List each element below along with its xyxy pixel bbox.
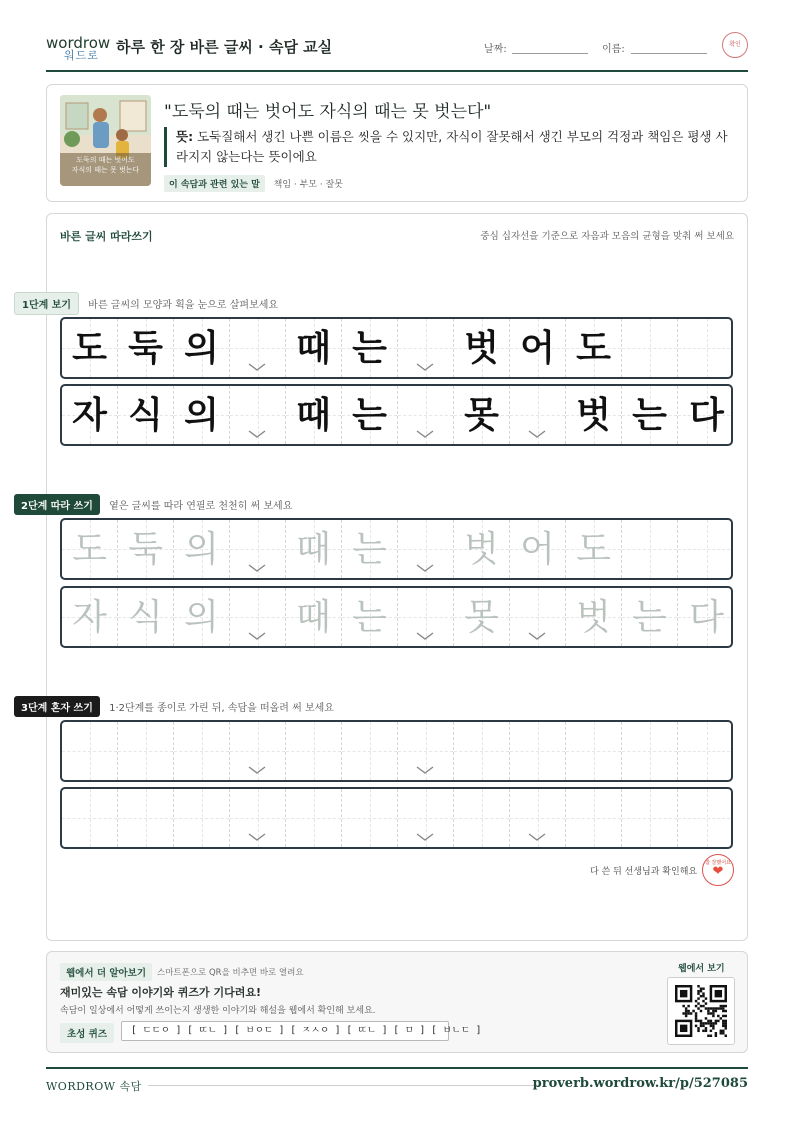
step-1-heading [14, 292, 278, 315]
grid-cell [118, 386, 174, 444]
grid-cell[interactable] [678, 722, 733, 780]
grid-cell[interactable] [174, 520, 230, 578]
grid-cell[interactable] [174, 588, 230, 646]
example-glyph: 다 [689, 395, 724, 436]
example-glyph: 못 [464, 395, 499, 436]
grid-cell [510, 386, 566, 444]
grid-cell [230, 386, 286, 444]
example-glyph: 도 [72, 328, 107, 369]
example-glyph: 어 [520, 328, 555, 369]
qr-label: 웹에서 보기 [678, 964, 725, 974]
heart-icon: ❤ [712, 864, 724, 879]
space-mark-icon [248, 564, 266, 572]
quiz-label: 초성 퀴즈 [60, 1023, 114, 1043]
example-glyph: 의 [184, 328, 219, 369]
grid-cell[interactable] [62, 722, 118, 780]
grid-cell[interactable] [62, 588, 118, 646]
grid-cell [62, 386, 118, 444]
footer-url[interactable]: proverb.wordrow.kr/p/527085 [532, 1076, 748, 1091]
trace-row-1[interactable] [60, 518, 733, 580]
space-mark-icon [416, 833, 434, 841]
example-glyph: 자 [72, 395, 107, 436]
grid-cell[interactable] [398, 722, 454, 780]
meaning-text: 도둑질해서 생긴 나쁜 이름은 씻을 수 있지만, 자식이 잘못해서 생긴 부모의 걱정과 책임은 평생 사라지지 않는다는 뜻이에요 [176, 129, 728, 164]
web-hint: 스마트폰으로 QR을 비추면 바로 열려요 [157, 968, 304, 978]
trace-glyph: 자 [72, 597, 107, 638]
grid-cell[interactable] [566, 789, 622, 847]
wordrow-logo[interactable] [46, 34, 111, 64]
grid-cell [174, 386, 230, 444]
related-words [164, 175, 343, 192]
trace-glyph: 도 [72, 529, 107, 570]
example-glyph: 도 [576, 328, 611, 369]
illustration-caption-1: 도둑의 때는 벗어도 [76, 156, 135, 164]
grid-cell[interactable] [342, 588, 398, 646]
step-3-heading [14, 696, 334, 717]
grid-cell[interactable] [566, 722, 622, 780]
grid-cell[interactable] [286, 588, 342, 646]
trace-glyph: 의 [184, 529, 219, 570]
grid-cell[interactable] [230, 789, 286, 847]
step-3-label: 3단계 혼자 쓰기 [14, 696, 100, 717]
space-mark-icon [416, 766, 434, 774]
grid-cell[interactable] [118, 722, 174, 780]
qr-code-icon [675, 985, 727, 1037]
grid-cell [62, 319, 118, 377]
trace-glyph: 도 [576, 529, 611, 570]
space-mark-icon [248, 766, 266, 774]
grid-cell [454, 386, 510, 444]
trace-glyph: 식 [128, 597, 163, 638]
grid-cell[interactable] [510, 588, 566, 646]
trace-glyph: 못 [464, 597, 499, 638]
proverb-meaning [164, 127, 734, 167]
grid-cell[interactable] [342, 789, 398, 847]
grid-cell[interactable] [678, 789, 733, 847]
grid-cell [678, 386, 733, 444]
space-mark-icon [528, 632, 546, 640]
grid-cell[interactable] [118, 789, 174, 847]
trace-glyph: 다 [689, 597, 724, 638]
page-footer [46, 1067, 748, 1097]
grid-cell [174, 319, 230, 377]
grid-cell[interactable] [454, 722, 510, 780]
example-glyph: 때 [296, 395, 331, 436]
grid-cell [622, 319, 678, 377]
confirm-seal-icon: 확인 [722, 32, 748, 58]
example-glyph: 의 [184, 395, 219, 436]
grid-cell [678, 319, 733, 377]
footer-brand: WORDROW 속담 [46, 1080, 142, 1093]
space-mark-icon [416, 632, 434, 640]
grid-cell[interactable] [230, 588, 286, 646]
example-glyph: 때 [296, 328, 331, 369]
free-write-row-1[interactable] [60, 720, 733, 782]
grid-cell[interactable] [398, 789, 454, 847]
practice-hint: 중심 십자선을 기준으로 자음과 모음의 균형을 맞춰 써 보세요 [480, 231, 734, 242]
example-glyph: 벗 [464, 328, 499, 369]
grid-cell[interactable] [286, 789, 342, 847]
example-glyph: 식 [128, 395, 163, 436]
logo-wordmark: wordrow [46, 34, 111, 52]
trace-glyph: 벗 [576, 597, 611, 638]
web-tag: 웹에서 더 알아보기 [60, 963, 152, 981]
illustration-caption-2: 자식의 때는 못 벗는다 [71, 166, 140, 174]
page-title: 하루 한 장 바른 글씨 · 속담 교실 [116, 38, 333, 56]
free-write-row-2[interactable] [60, 787, 733, 849]
logo-korean: 워드로 [64, 49, 99, 62]
grid-cell[interactable] [622, 588, 678, 646]
trace-glyph: 어 [520, 529, 555, 570]
space-mark-icon [248, 363, 266, 371]
web-headline: 재미있는 속담 이야기와 퀴즈가 기다려요! [60, 986, 261, 999]
grid-cell [398, 386, 454, 444]
related-label: 이 속담과 관련 있는 말 [164, 175, 265, 192]
grid-cell[interactable] [566, 520, 622, 578]
example-row-2 [60, 384, 733, 446]
trace-glyph: 둑 [128, 529, 163, 570]
grid-cell[interactable] [62, 520, 118, 578]
qr-code[interactable] [667, 977, 735, 1045]
grid-cell[interactable] [230, 520, 286, 578]
grid-cell [342, 386, 398, 444]
related-word-list: 책임 · 부모 · 잘못 [273, 180, 343, 190]
grid-cell[interactable] [510, 520, 566, 578]
example-row-1 [60, 317, 733, 379]
seal-text: 참 잘했어요 [705, 860, 731, 866]
grid-cell[interactable] [230, 722, 286, 780]
grid-cell [342, 319, 398, 377]
step-2-heading [14, 494, 292, 515]
grid-cell[interactable] [510, 722, 566, 780]
example-glyph: 는 [632, 395, 667, 436]
proverb-title: "도둑의 때는 벗어도 자식의 때는 못 벗는다" [164, 102, 492, 122]
web-panel [46, 951, 748, 1053]
teacher-check-note: 다 쓴 뒤 선생님과 확인해요 [590, 867, 698, 877]
step-2-label: 2단계 따라 쓰기 [14, 494, 100, 515]
practice-title: 바른 글씨 따라쓰기 [60, 230, 153, 243]
grid-cell[interactable] [454, 588, 510, 646]
space-mark-icon [416, 564, 434, 572]
example-glyph: 벗 [576, 395, 611, 436]
grid-cell[interactable] [118, 520, 174, 578]
space-mark-icon [416, 430, 434, 438]
example-glyph: 는 [352, 395, 387, 436]
grid-cell[interactable] [622, 722, 678, 780]
grid-cell[interactable] [286, 722, 342, 780]
grid-cell[interactable] [118, 588, 174, 646]
step-1-text: 바른 글씨의 모양과 획을 눈으로 살펴보세요 [88, 300, 279, 311]
trace-glyph: 는 [632, 597, 667, 638]
date-label: 날짜: [484, 44, 507, 55]
step-1-label: 1단계 보기 [14, 292, 79, 315]
grid-cell[interactable] [622, 520, 678, 578]
chosung-quiz: [ ㄷㄷㅇ ] [ ㄸㄴ ] [ ㅂㅇㄷ ] [ ㅈㅅㅇ ] [ ㄸㄴ ] [ ㅁ ] [ ㅂㄴㄷ ] [121, 1021, 449, 1041]
web-description: 속담이 일상에서 어떻게 쓰이는지 생생한 이야기와 해설을 웹에서 확인해 보세요. [60, 1006, 376, 1016]
step-3-text: 1·2단계를 종이로 가린 뒤, 속담을 떠올려 써 보세요 [109, 703, 334, 714]
grid-cell[interactable] [398, 520, 454, 578]
meaning-label: 뜻: [176, 129, 194, 144]
grid-cell [454, 319, 510, 377]
well-done-seal-icon [702, 854, 734, 886]
grid-cell [566, 386, 622, 444]
space-mark-icon [528, 430, 546, 438]
space-mark-icon [248, 430, 266, 438]
grid-cell [566, 319, 622, 377]
grid-cell [230, 319, 286, 377]
grid-cell[interactable] [622, 789, 678, 847]
grid-cell[interactable] [342, 722, 398, 780]
grid-cell [622, 386, 678, 444]
name-field[interactable] [631, 53, 707, 54]
trace-row-2[interactable] [60, 586, 733, 648]
space-mark-icon [248, 833, 266, 841]
grid-cell [398, 319, 454, 377]
proverb-illustration [60, 95, 151, 186]
grid-cell[interactable] [678, 588, 733, 646]
grid-cell[interactable] [398, 588, 454, 646]
grid-cell[interactable] [454, 789, 510, 847]
grid-cell[interactable] [174, 789, 230, 847]
grid-cell[interactable] [510, 789, 566, 847]
grid-cell[interactable] [566, 588, 622, 646]
trace-glyph: 때 [296, 597, 331, 638]
page-header [46, 30, 748, 72]
footer-divider [148, 1085, 538, 1086]
grid-cell [286, 319, 342, 377]
trace-glyph: 때 [296, 529, 331, 570]
grid-cell[interactable] [454, 520, 510, 578]
date-field[interactable] [512, 53, 588, 54]
trace-glyph: 벗 [464, 529, 499, 570]
trace-glyph: 의 [184, 597, 219, 638]
trace-glyph: 는 [352, 597, 387, 638]
example-glyph: 둑 [128, 328, 163, 369]
grid-cell[interactable] [342, 520, 398, 578]
grid-cell [510, 319, 566, 377]
space-mark-icon [416, 363, 434, 371]
grid-cell [118, 319, 174, 377]
grid-cell[interactable] [286, 520, 342, 578]
space-mark-icon [248, 632, 266, 640]
grid-cell[interactable] [678, 520, 733, 578]
grid-cell[interactable] [62, 789, 118, 847]
grid-cell[interactable] [174, 722, 230, 780]
example-glyph: 는 [352, 328, 387, 369]
proverb-card [46, 84, 748, 202]
name-label: 이름: [602, 44, 625, 55]
space-mark-icon [528, 833, 546, 841]
step-2-text: 옅은 글씨를 따라 연필로 천천히 써 보세요 [109, 501, 293, 512]
grid-cell [286, 386, 342, 444]
trace-glyph: 는 [352, 529, 387, 570]
